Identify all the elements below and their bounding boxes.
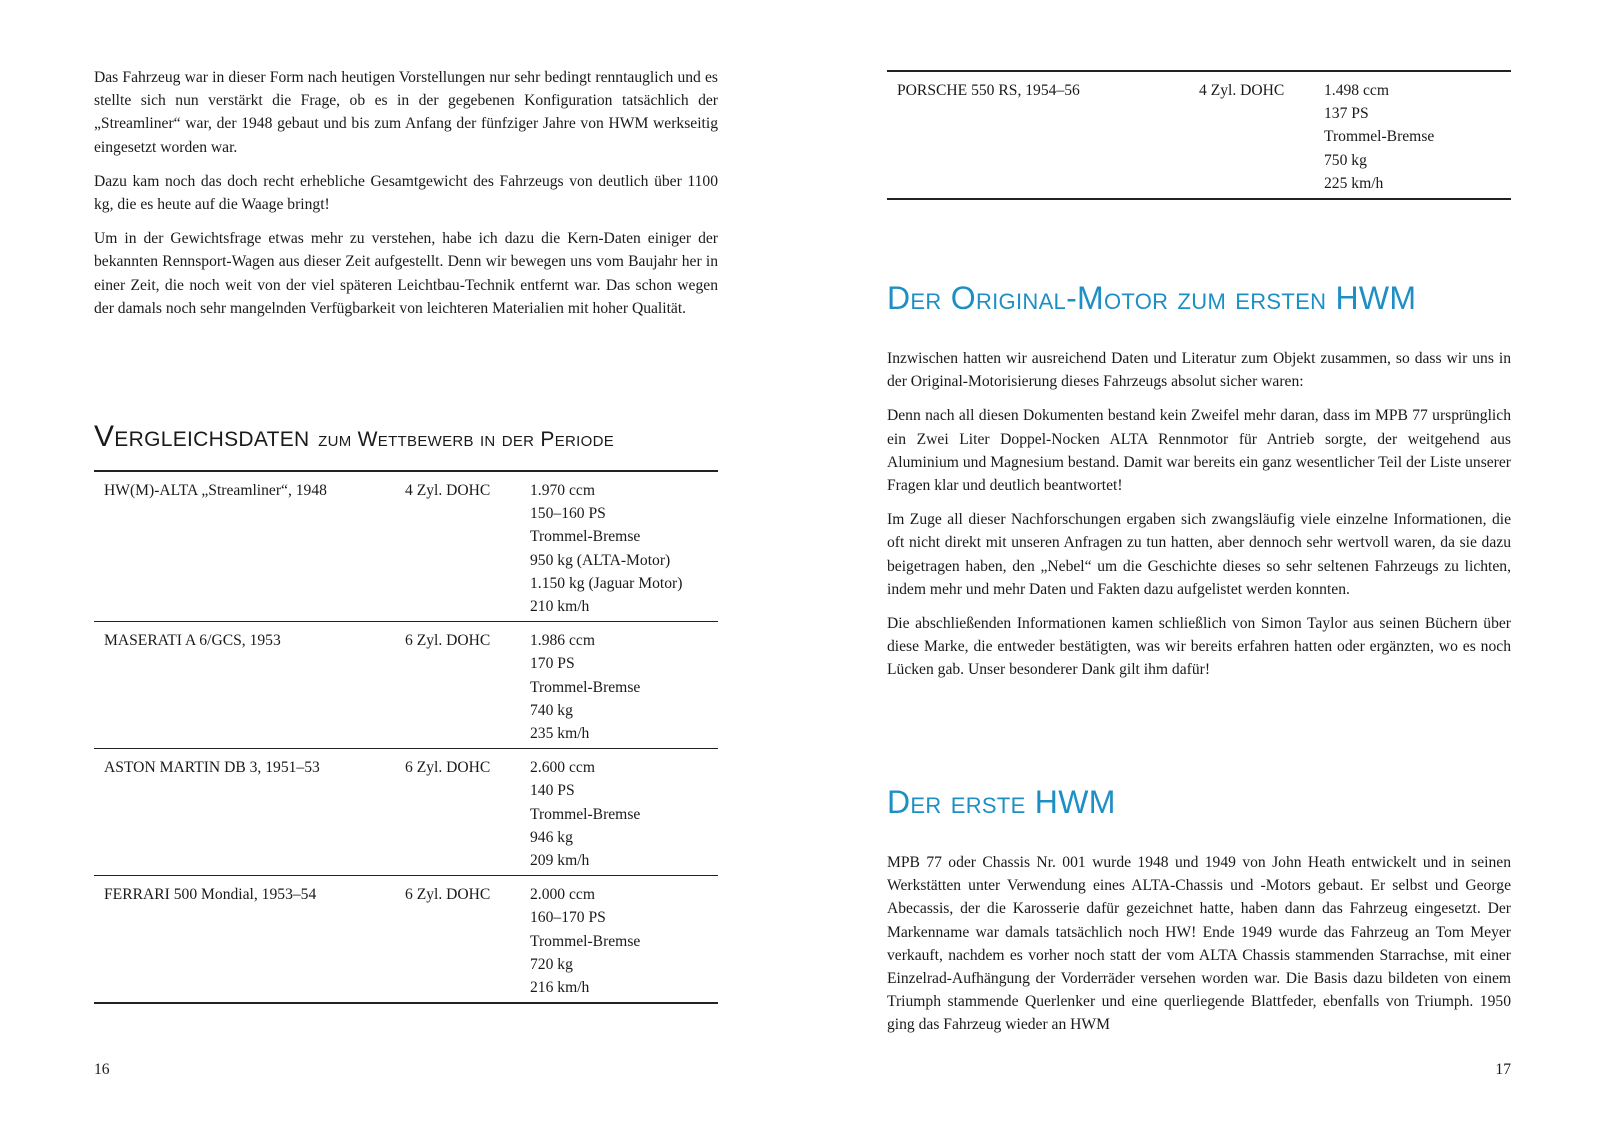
paragraph: Inzwischen hatten wir ausreichend Daten und Literatur zum Objekt zusammen, so dass wir uns in der Original-Motorisierung dieses Fahrzeugs absolut sicher waren: <box>887 350 1511 391</box>
paragraph: Im Zuge all dieser Nachforschungen ergaben sich zwangsläufig viele einzelne Informationen, die oft nicht direkt mit unseren Anfragen zu tun hatten, aber dennoch sehr wertvoll waren, da sie dazu beigetragen haben, den „Nebel“ um die Geschichte dieses so sehr seltenen Fahrzeugs zu lichten, indem mehr und mehr Daten und Fakten dazu aufgelistet werden konnten. <box>887 511 1511 598</box>
section-heading: Der Original-Motor zum ersten HWM <box>887 280 1417 316</box>
car-name: HW(M)-ALTA „Streamliner“, 1948 <box>104 482 327 499</box>
comparison-heading <box>94 420 614 454</box>
section-heading: Der erste HWM <box>887 784 1116 820</box>
table-row <box>94 875 718 1002</box>
engine: 6 Zyl. DOHC <box>405 759 491 777</box>
spec-line: 946 kg <box>530 828 573 846</box>
paragraph: Um in der Gewichtsfrage etwas mehr zu verstehen, habe ich dazu die Kern-Daten einiger der bekannten Rennsport-Wagen aus dieser Zeit aufgestellt. Denn wir bewegen uns vom Baujahr her in einer Zeit, die noch weit von der viel späteren Leichtbau-Technik entfernt war. Das schon wegen der damals noch sehr mangelnden Verfügbarkeit von leichteren Materialien mit hoher Qualität. <box>94 230 718 317</box>
spec-line: 950 kg (ALTA-Motor) <box>530 551 671 569</box>
spec-line: Trommel-Bremse <box>530 528 641 546</box>
right-page <box>887 0 1511 1129</box>
table-row <box>94 621 718 748</box>
engine: 4 Zyl. DOHC <box>405 482 491 499</box>
car-name: MASERATI A 6/GCS, 1953 <box>104 632 281 650</box>
spec-line: 2.600 ccm <box>530 759 595 777</box>
spec-line: 235 km/h <box>530 725 590 743</box>
car-name: FERRARI 500 Mondial, 1953–54 <box>104 886 317 904</box>
paragraph: Das Fahrzeug war in dieser Form nach heutigen Vorstellungen nur sehr bedingt renntauglich und es stellte sich nun verstärkt die Frage, ob es in der gegebenen Konfiguration tatsächlich der „Streamliner“ war, der 1948 gebaut und bis zum Anfang der fünfziger Jahre von HWM werkseitig eingesetzt worden war. <box>94 69 718 156</box>
paragraph: Dazu kam noch das doch recht erhebliche Gesamtgewicht des Fahrzeugs von deutlich über 1100 kg, die es heute auf die Waage bringt! <box>94 172 718 214</box>
specs <box>530 883 640 999</box>
section-text <box>887 347 1511 693</box>
spec-line: 137 PS <box>1324 105 1369 123</box>
page-number: 17 <box>1495 1061 1511 1078</box>
specs <box>530 479 682 618</box>
engine: 6 Zyl. DOHC <box>405 886 491 904</box>
spec-line: 1.970 ccm <box>530 482 595 499</box>
specs <box>1324 79 1434 195</box>
engine: 6 Zyl. DOHC <box>405 632 491 650</box>
spec-line: 140 PS <box>530 782 575 800</box>
car-name: ASTON MARTIN DB 3, 1951–53 <box>104 759 320 777</box>
table-row <box>94 748 718 875</box>
spec-line: Trommel-Bremse <box>530 805 641 823</box>
spec-line: 210 km/h <box>530 598 590 616</box>
paragraph: Die abschließenden Informationen kamen schließlich von Simon Taylor aus seinen Büchern über diese Marke, die entweder bestätigten, was wir bereits erfahren hatten oder ergänzten, wo es noch Lücken gab. Unser besonderer Dank gilt ihm dafür! <box>887 615 1511 679</box>
heading-sub: zum Wettbewerb in der Periode <box>318 428 615 451</box>
left-page <box>94 0 718 1129</box>
section-text <box>887 851 1511 1048</box>
spec-line: 740 kg <box>530 701 573 719</box>
spec-line: 160–170 PS <box>530 909 606 927</box>
spec-line: 750 kg <box>1324 151 1367 169</box>
spec-line: 225 km/h <box>1324 174 1384 192</box>
spec-line: 1.986 ccm <box>530 632 595 650</box>
spec-line: 1.150 kg (Jaguar Motor) <box>530 574 683 592</box>
spec-line: Trommel-Bremse <box>530 932 641 950</box>
spec-line: 2.000 ccm <box>530 886 595 904</box>
page-number: 16 <box>94 1061 110 1078</box>
spec-line: 209 km/h <box>530 852 590 870</box>
spec-line: 216 km/h <box>530 979 590 997</box>
engine: 4 Zyl. DOHC <box>1199 82 1285 99</box>
spec-line: 150–160 PS <box>530 505 606 523</box>
car-name: PORSCHE 550 RS, 1954–56 <box>897 82 1080 99</box>
spec-line: Trommel-Bremse <box>1324 128 1435 146</box>
comparison-table <box>94 470 718 1004</box>
spec-line: Trommel-Bremse <box>530 678 641 696</box>
heading-main: Vergleichsdaten <box>94 420 310 453</box>
paragraph: MPB 77 oder Chassis Nr. 001 wurde 1948 und 1949 von John Heath entwickelt und in seinen Werkstätten unter Verwendung eines ALTA-Chassis und -Motors gebaut. Er selbst und George Abecassis, der die Karosserie dafür gezeichnet hatte, haben dann das Fahrzeug eingesetzt. Der Markenname war damals tatsächlich noch HW! Ende 1949 wurde das Fahrzeug an Tom Meyer verkauft, nachdem es vorher noch statt der vom ALTA Chassis stammenden Starrachse, mit einer Einzelrad-Aufhängung der Vorderräder versehen worden war. Die Basis dazu bildeten von einem Triumph stammende Querlenker und eine querliegende Blattfeder, ebenfalls von Triumph. 1950 ging das Fahrzeug wieder an HWM <box>887 854 1511 1034</box>
spec-line: 170 PS <box>530 655 575 673</box>
table-row <box>94 472 718 621</box>
spec-line: 720 kg <box>530 955 573 973</box>
comparison-table-continued <box>887 70 1511 200</box>
specs <box>530 629 640 745</box>
specs <box>530 756 640 872</box>
spec-line: 1.498 ccm <box>1324 82 1389 99</box>
table-row <box>887 72 1511 198</box>
paragraph: Denn nach all diesen Dokumenten bestand kein Zweifel mehr daran, dass im MPB 77 ursprünglich ein Zwei Liter Doppel-Nocken ALTA Rennmotor für Antrieb sorgte, der weitgehend aus Aluminium und Magnesium bestand. Damit war bereits ein ganz wesentlicher Teil der Liste unserer Fragen klar und deutlich beantwortet! <box>887 407 1511 495</box>
intro-text <box>94 66 718 331</box>
